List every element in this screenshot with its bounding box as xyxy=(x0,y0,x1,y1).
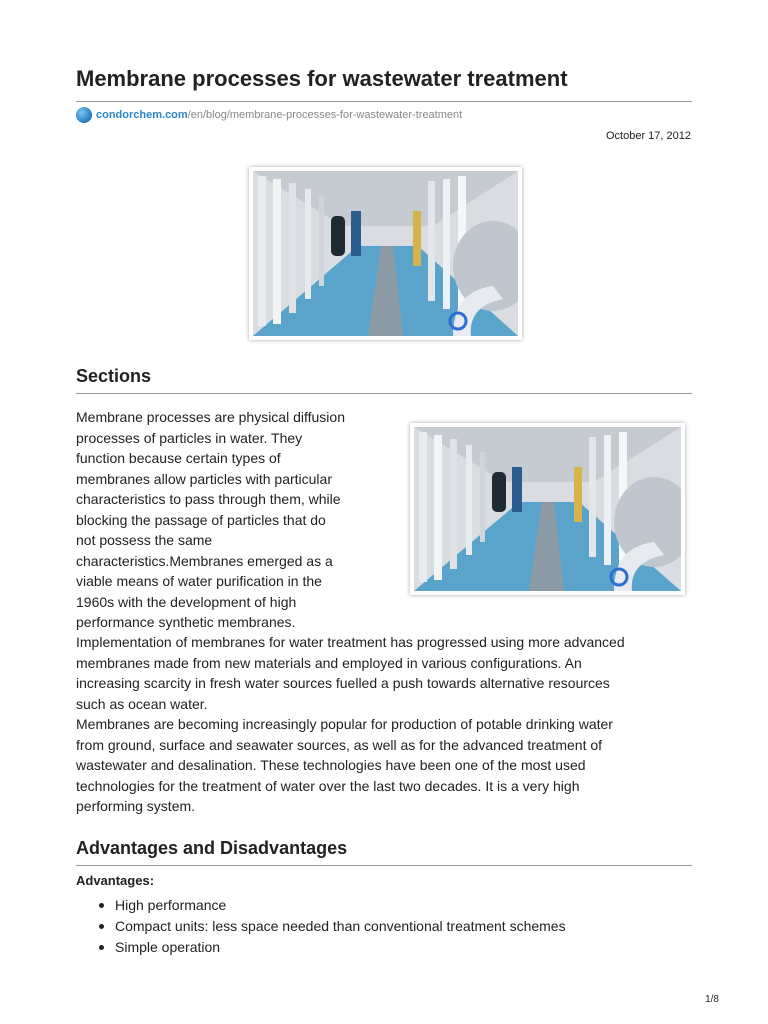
plant-photo xyxy=(253,171,518,336)
page-title: Membrane processes for wastewater treatment xyxy=(76,66,568,91)
text-line: membranes made from new materials and employed in various configurations. An xyxy=(76,654,582,671)
text-line: 1960s with the development of high xyxy=(76,593,297,610)
sections-divider xyxy=(76,393,692,394)
list-item: High performance xyxy=(96,895,566,916)
plant-photo xyxy=(414,427,681,591)
globe-icon xyxy=(76,107,92,123)
text-line: performance synthetic membranes. xyxy=(76,614,296,630)
text-line: Membranes are becoming increasingly popular for production of potable drinking water xyxy=(76,716,613,732)
text-line: performing system. xyxy=(76,798,196,814)
text-line: processes of particles in water. They xyxy=(76,429,303,446)
text-line: membranes allow particles with particular xyxy=(76,470,332,487)
list-item: Simple operation xyxy=(96,937,566,958)
sections-heading: Sections xyxy=(76,366,152,386)
implementation-paragraph xyxy=(76,632,692,714)
text-line: characteristics to pass through them, while xyxy=(76,491,341,507)
source-link[interactable] xyxy=(76,107,462,123)
text-line: not possess the same xyxy=(76,532,213,548)
text-line: Membrane processes are physical diffusion xyxy=(76,409,345,425)
popularity-paragraph xyxy=(76,714,692,817)
text-line: blocking the passage of particles that do xyxy=(76,511,326,528)
intro-paragraph xyxy=(76,407,396,633)
source-path[interactable]: /en/blog/membrane-processes-for-wastewater-treatment xyxy=(187,109,463,121)
source-domain[interactable]: condorchem.com xyxy=(96,109,188,121)
text-line: from ground, surface and seawater sources, as well as for the advanced treatment of xyxy=(76,736,603,753)
advantages-label: Advantages: xyxy=(76,873,155,888)
inline-image xyxy=(410,423,685,595)
page-number: 1/8 xyxy=(705,994,719,1005)
text-line: viable means of water purification in the xyxy=(76,573,322,589)
text-line: function because certain types of xyxy=(76,450,281,466)
text-line: technologies for the treatment of water over the last two decades. It is a very high xyxy=(76,777,580,794)
advantages-heading: Advantages and Disadvantages xyxy=(76,838,348,858)
list-item: Compact units: less space needed than conventional treatment schemes xyxy=(96,916,566,937)
advantages-divider xyxy=(76,865,692,866)
advantages-list xyxy=(96,895,566,958)
publish-date: October 17, 2012 xyxy=(605,130,691,142)
text-line: increasing scarcity in fresh water sources fuelled a push towards alternative resources xyxy=(76,675,610,691)
text-line: Implementation of membranes for water treatment has progressed using more advanced xyxy=(76,634,625,650)
text-line: such as ocean water. xyxy=(76,695,208,712)
hero-image xyxy=(249,167,522,340)
title-divider xyxy=(76,101,692,102)
text-line: wastewater and desalination. These technologies have been one of the most used xyxy=(76,757,586,773)
text-line: characteristics.Membranes emerged as a xyxy=(76,552,333,569)
